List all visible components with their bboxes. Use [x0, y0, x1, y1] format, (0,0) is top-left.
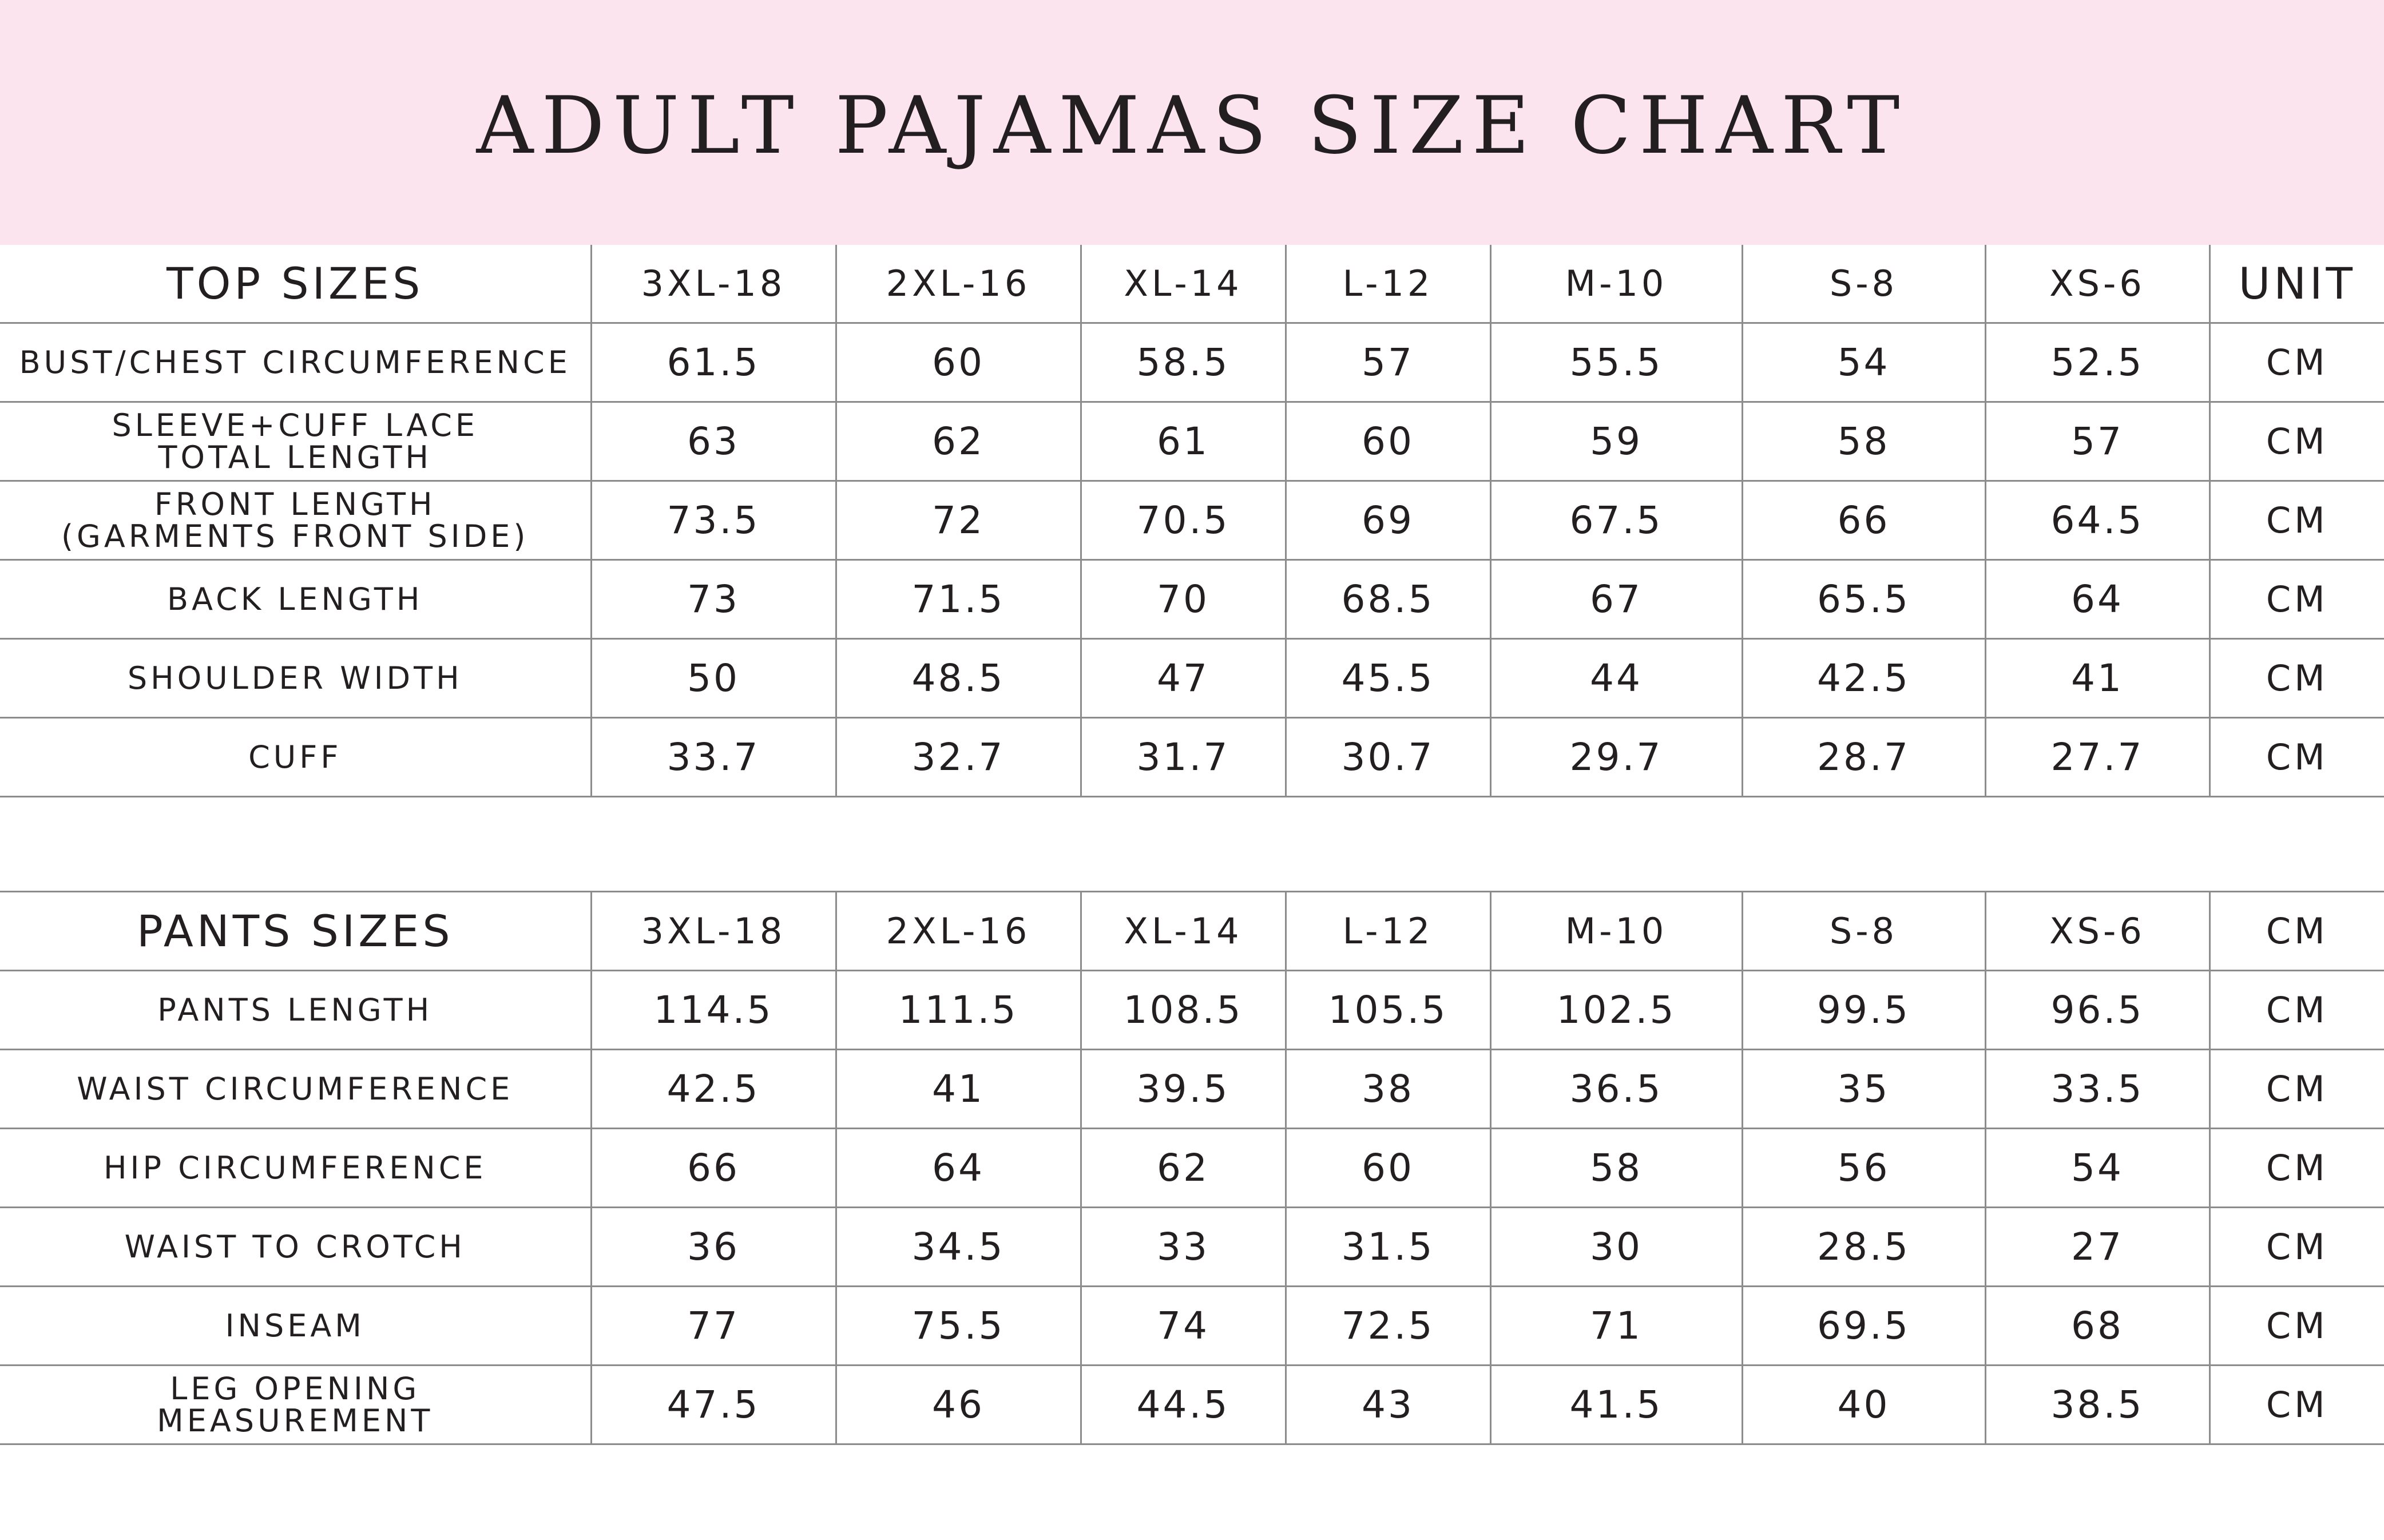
title-banner: [0, 0, 2384, 245]
measurement-cell: 41: [836, 1050, 1081, 1129]
top-sizes-table: [0, 245, 2384, 797]
measurement-cell: 68.5: [1286, 560, 1490, 639]
top-header-row: [0, 245, 2384, 323]
row-label: WAIST CIRCUMFERENCE: [0, 1050, 591, 1129]
unit-cell: CM: [2210, 1050, 2384, 1129]
measurement-cell: 68: [1985, 1287, 2210, 1366]
measurement-cell: 47.5: [591, 1366, 836, 1444]
measurement-cell: 71.5: [836, 560, 1081, 639]
measurement-cell: 65.5: [1742, 560, 1985, 639]
measurement-cell: 60: [1286, 1129, 1490, 1208]
unit-cell: CM: [2210, 1129, 2384, 1208]
table-row: [0, 971, 2384, 1050]
measurement-cell: 114.5: [591, 971, 836, 1050]
measurement-cell: 38: [1286, 1050, 1490, 1129]
measurement-cell: 71: [1490, 1287, 1742, 1366]
measurement-cell: 69.5: [1742, 1287, 1985, 1366]
row-label: CUFF: [0, 718, 591, 797]
measurement-cell: 30.7: [1286, 718, 1490, 797]
measurement-cell: 52.5: [1985, 323, 2210, 402]
table-row: [0, 1287, 2384, 1366]
measurement-cell: 36.5: [1490, 1050, 1742, 1129]
table-row: [0, 323, 2384, 402]
measurement-cell: 57: [1985, 402, 2210, 481]
size-header: S-8: [1742, 245, 1985, 323]
row-label: BUST/CHEST CIRCUMFERENCE: [0, 323, 591, 402]
measurement-cell: 105.5: [1286, 971, 1490, 1050]
measurement-cell: 43: [1286, 1366, 1490, 1444]
table-row: [0, 1366, 2384, 1444]
measurement-cell: 33: [1081, 1208, 1286, 1287]
measurement-cell: 72.5: [1286, 1287, 1490, 1366]
measurement-cell: 44.5: [1081, 1366, 1286, 1444]
measurement-cell: 41.5: [1490, 1366, 1742, 1444]
measurement-cell: 61: [1081, 402, 1286, 481]
measurement-cell: 77: [591, 1287, 836, 1366]
table-row: [0, 560, 2384, 639]
table-row: [0, 1208, 2384, 1287]
measurement-cell: 27.7: [1985, 718, 2210, 797]
measurement-cell: 31.5: [1286, 1208, 1490, 1287]
table-row: [0, 402, 2384, 481]
measurement-cell: 54: [1985, 1129, 2210, 1208]
size-header: M-10: [1490, 245, 1742, 323]
measurement-cell: 62: [836, 402, 1081, 481]
measurement-cell: 70.5: [1081, 481, 1286, 560]
measurement-cell: 57: [1286, 323, 1490, 402]
unit-header: UNIT: [2210, 245, 2384, 323]
row-label: WAIST TO CROTCH: [0, 1208, 591, 1287]
size-header: XL-14: [1081, 892, 1286, 971]
measurement-cell: 32.7: [836, 718, 1081, 797]
measurement-cell: 35: [1742, 1050, 1985, 1129]
measurement-cell: 69: [1286, 481, 1490, 560]
measurement-cell: 28.7: [1742, 718, 1985, 797]
table-row: [0, 481, 2384, 560]
measurement-cell: 58: [1490, 1129, 1742, 1208]
measurement-cell: 61.5: [591, 323, 836, 402]
pants-header-row: [0, 892, 2384, 971]
measurement-cell: 41: [1985, 639, 2210, 718]
measurement-cell: 33.7: [591, 718, 836, 797]
measurement-cell: 66: [591, 1129, 836, 1208]
measurement-cell: 39.5: [1081, 1050, 1286, 1129]
size-header: XS-6: [1985, 892, 2210, 971]
size-header: XS-6: [1985, 245, 2210, 323]
unit-cell: CM: [2210, 1208, 2384, 1287]
measurement-cell: 74: [1081, 1287, 1286, 1366]
measurement-cell: 55.5: [1490, 323, 1742, 402]
row-label: LEG OPENING MEASUREMENT: [0, 1366, 591, 1444]
measurement-cell: 48.5: [836, 639, 1081, 718]
unit-cell: CM: [2210, 639, 2384, 718]
measurement-cell: 28.5: [1742, 1208, 1985, 1287]
size-header: 2XL-16: [836, 892, 1081, 971]
table-row: [0, 1050, 2384, 1129]
measurement-cell: 73: [591, 560, 836, 639]
measurement-cell: 29.7: [1490, 718, 1742, 797]
measurement-cell: 56: [1742, 1129, 1985, 1208]
measurement-cell: 58.5: [1081, 323, 1286, 402]
unit-cell: CM: [2210, 1366, 2384, 1444]
table-row: [0, 639, 2384, 718]
measurement-cell: 50: [591, 639, 836, 718]
measurement-cell: 64: [836, 1129, 1081, 1208]
measurement-cell: 42.5: [591, 1050, 836, 1129]
measurement-cell: 73.5: [591, 481, 836, 560]
table-row: [0, 718, 2384, 797]
measurement-cell: 33.5: [1985, 1050, 2210, 1129]
measurement-cell: 64: [1985, 560, 2210, 639]
measurement-cell: 59: [1490, 402, 1742, 481]
measurement-cell: 72: [836, 481, 1081, 560]
measurement-cell: 102.5: [1490, 971, 1742, 1050]
measurement-cell: 99.5: [1742, 971, 1985, 1050]
size-header: 2XL-16: [836, 245, 1081, 323]
measurement-cell: 30: [1490, 1208, 1742, 1287]
unit-header: CM: [2210, 892, 2384, 971]
measurement-cell: 108.5: [1081, 971, 1286, 1050]
measurement-cell: 27: [1985, 1208, 2210, 1287]
size-header: L-12: [1286, 892, 1490, 971]
size-header: S-8: [1742, 892, 1985, 971]
measurement-cell: 58: [1742, 402, 1985, 481]
measurement-cell: 62: [1081, 1129, 1286, 1208]
measurement-cell: 44: [1490, 639, 1742, 718]
unit-cell: CM: [2210, 402, 2384, 481]
measurement-cell: 111.5: [836, 971, 1081, 1050]
measurement-cell: 38.5: [1985, 1366, 2210, 1444]
measurement-cell: 63: [591, 402, 836, 481]
unit-cell: CM: [2210, 971, 2384, 1050]
measurement-cell: 46: [836, 1366, 1081, 1444]
measurement-cell: 34.5: [836, 1208, 1081, 1287]
measurement-cell: 75.5: [836, 1287, 1081, 1366]
measurement-cell: 67.5: [1490, 481, 1742, 560]
measurement-cell: 60: [1286, 402, 1490, 481]
measurement-cell: 67: [1490, 560, 1742, 639]
page-title: ADULT PAJAMAS SIZE CHART: [476, 79, 1908, 172]
size-header: 3XL-18: [591, 892, 836, 971]
measurement-cell: 45.5: [1286, 639, 1490, 718]
row-label: INSEAM: [0, 1287, 591, 1366]
measurement-cell: 36: [591, 1208, 836, 1287]
row-label: SHOULDER WIDTH: [0, 639, 591, 718]
unit-cell: CM: [2210, 560, 2384, 639]
measurement-cell: 96.5: [1985, 971, 2210, 1050]
unit-cell: CM: [2210, 718, 2384, 797]
size-header: XL-14: [1081, 245, 1286, 323]
unit-cell: CM: [2210, 1287, 2384, 1366]
measurement-cell: 66: [1742, 481, 1985, 560]
unit-cell: CM: [2210, 323, 2384, 402]
size-header: L-12: [1286, 245, 1490, 323]
row-label: SLEEVE+CUFF LACE TOTAL LENGTH: [0, 402, 591, 481]
measurement-cell: 40: [1742, 1366, 1985, 1444]
measurement-cell: 64.5: [1985, 481, 2210, 560]
row-label: HIP CIRCUMFERENCE: [0, 1129, 591, 1208]
row-label: BACK LENGTH: [0, 560, 591, 639]
unit-cell: CM: [2210, 481, 2384, 560]
measurement-cell: 54: [1742, 323, 1985, 402]
table-row: [0, 1129, 2384, 1208]
size-header: M-10: [1490, 892, 1742, 971]
measurement-cell: 31.7: [1081, 718, 1286, 797]
measurement-cell: 47: [1081, 639, 1286, 718]
pants-section-title: PANTS SIZES: [0, 892, 591, 971]
measurement-cell: 60: [836, 323, 1081, 402]
measurement-cell: 42.5: [1742, 639, 1985, 718]
row-label: PANTS LENGTH: [0, 971, 591, 1050]
row-label: FRONT LENGTH (GARMENTS FRONT SIDE): [0, 481, 591, 560]
measurement-cell: 70: [1081, 560, 1286, 639]
size-header: 3XL-18: [591, 245, 836, 323]
pants-sizes-table: [0, 891, 2384, 1445]
top-section-title: TOP SIZES: [0, 245, 591, 323]
